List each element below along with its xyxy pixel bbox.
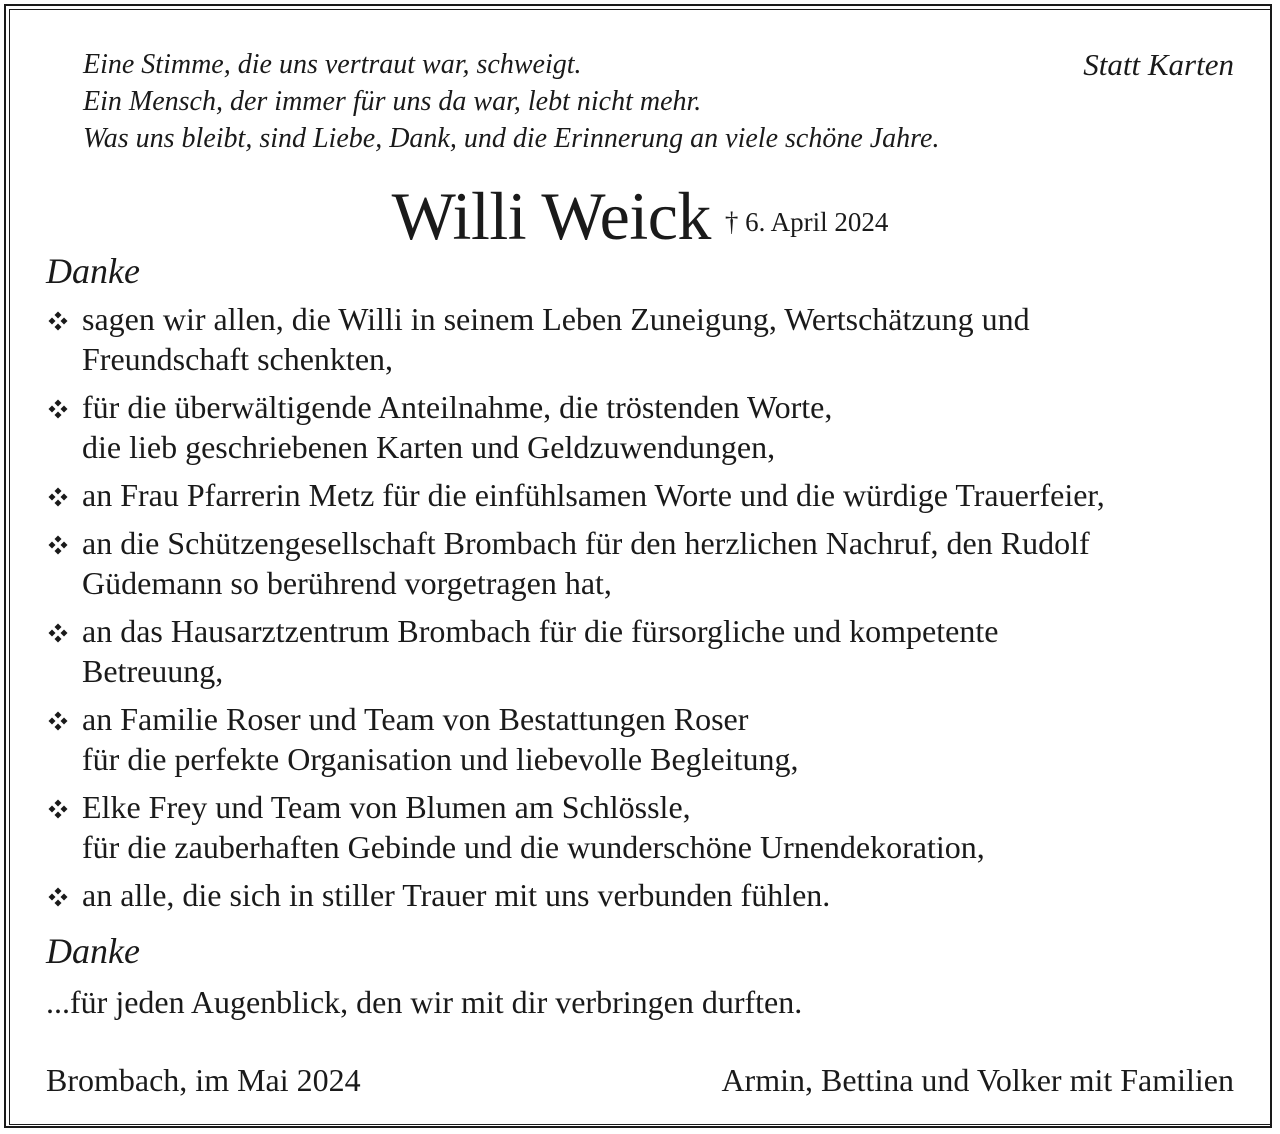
danke-heading-2: Danke <box>46 931 140 971</box>
list-item-line: für die zauberhaften Gebinde und die wunderschöne Urnendekoration, <box>82 829 985 865</box>
statt-karten: Statt Karten <box>1083 47 1234 82</box>
diamond-bullet-icon <box>48 799 68 819</box>
list-item-line: Elke Frey und Team von Blumen am Schlössle, <box>82 789 691 825</box>
list-item <box>46 523 1246 603</box>
poem-line-1: Eine Stimme, die uns vertraut war, schweigt. <box>83 49 582 80</box>
list-item <box>46 475 1246 515</box>
list-item <box>46 611 1246 691</box>
diamond-bullet-icon <box>48 487 68 507</box>
list-item-line: für die überwältigende Anteilnahme, die tröstenden Worte, <box>82 389 833 425</box>
thanks-list <box>46 299 1246 923</box>
place-date: Brombach, im Mai 2024 <box>46 1062 361 1098</box>
list-item <box>46 699 1246 779</box>
list-item <box>46 299 1246 379</box>
death-date: † 6. April 2024 <box>724 207 889 237</box>
list-item <box>46 787 1246 867</box>
list-item-line: an Familie Roser und Team von Bestattungen Roser <box>82 701 749 737</box>
diamond-bullet-icon <box>48 399 68 419</box>
list-item <box>46 387 1246 467</box>
poem <box>83 46 939 157</box>
danke-heading-1: Danke <box>46 251 140 291</box>
list-item-line: an die Schützengesellschaft Brombach für den herzlichen Nachruf, den Rudolf <box>82 525 1090 561</box>
diamond-bullet-icon <box>48 623 68 643</box>
list-item-line: an alle, die sich in stiller Trauer mit uns verbunden fühlen. <box>82 877 831 913</box>
list-item-line: Betreuung, <box>82 653 224 689</box>
list-item-line: die lieb geschriebenen Karten und Geldzuwendungen, <box>82 429 776 465</box>
diamond-bullet-icon <box>48 311 68 331</box>
signature: Armin, Bettina und Volker mit Familien <box>721 1062 1234 1098</box>
diamond-bullet-icon <box>48 887 68 907</box>
list-item-line: Güdemann so berührend vorgetragen hat, <box>82 565 612 601</box>
poem-line-3: Was uns bleibt, sind Liebe, Dank, und die Erinnerung an viele schöne Jahre. <box>83 123 940 154</box>
closing-line: ...für jeden Augenblick, den wir mit dir verbringen durften. <box>46 984 803 1020</box>
list-item-line: für die perfekte Organisation und liebevolle Begleitung, <box>82 741 799 777</box>
list-item-line: an das Hausarztzentrum Brombach für die fürsorgliche und kompetente <box>82 613 999 649</box>
deceased-name: Willi Weick <box>391 178 711 254</box>
list-item-line: Freundschaft schenkten, <box>82 341 394 377</box>
list-item-line: sagen wir allen, die Willi in seinem Leben Zuneigung, Wertschätzung und <box>82 301 1030 337</box>
diamond-bullet-icon <box>48 711 68 731</box>
list-item <box>46 875 1246 915</box>
diamond-bullet-icon <box>48 535 68 555</box>
list-item-line: an Frau Pfarrerin Metz für die einfühlsamen Worte und die würdige Trauerfeier, <box>82 477 1105 513</box>
poem-line-2: Ein Mensch, der immer für uns da war, lebt nicht mehr. <box>83 86 702 117</box>
name-row <box>0 176 1280 256</box>
